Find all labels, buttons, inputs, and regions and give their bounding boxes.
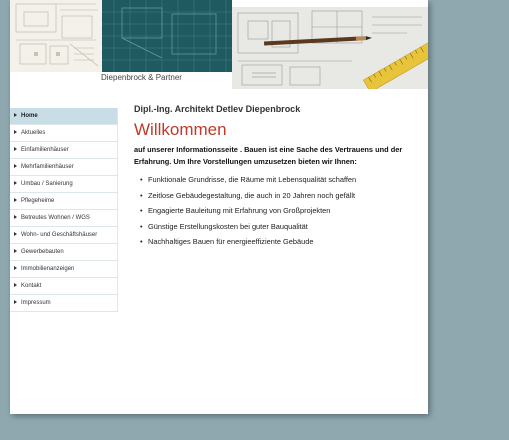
nav-item-umbau-sanierung[interactable]: [10, 176, 118, 193]
nav-item-label: Einfamilienhäuser: [21, 147, 69, 153]
arrow-right-icon: [14, 130, 17, 134]
main-content: [134, 104, 424, 250]
blueprint-image-left: [10, 0, 102, 72]
header-banner: [10, 0, 428, 92]
nav-item-einfamilienhaeuser[interactable]: [10, 142, 118, 159]
nav-item-label: Gewerbebauten: [21, 249, 64, 255]
nav-item-label: Pflegeheime: [21, 198, 55, 204]
list-item: • Günstige Erstellungskosten bei guter Bauqualität: [148, 219, 424, 235]
page-subtitle: Dipl.-Ing. Architekt Detlev Diepenbrock: [134, 104, 301, 114]
nav-item-impressum[interactable]: [10, 295, 118, 312]
nav-item-label: Home: [21, 113, 38, 119]
arrow-right-icon: [14, 164, 17, 168]
nav-item-betreutes-wohnen[interactable]: [10, 210, 118, 227]
nav-item-label: Kontakt: [21, 283, 42, 289]
nav-item-label: Betreutes Wohnen / WGS: [21, 215, 90, 221]
list-item: • Zeitlose Gebäudegestaltung, die auch in 20 Jahren noch gefällt: [148, 188, 424, 204]
nav-item-home[interactable]: [10, 108, 118, 125]
nav-item-label: Immobilienanzeigen: [21, 266, 75, 272]
arrow-right-icon: [14, 113, 17, 117]
page-container: [10, 0, 428, 414]
sidebar-nav: [10, 108, 118, 312]
nav-item-mehrfamilienhaeuser[interactable]: [10, 159, 118, 176]
nav-item-gewerbebauten[interactable]: [10, 244, 118, 261]
list-item: • Funktionale Grundrisse, die Räume mit Lebensqualität schaffen: [148, 172, 424, 188]
nav-item-label: Mehrfamilienhäuser: [21, 164, 74, 170]
blueprint-image-teal: [102, 0, 232, 72]
nav-item-pflegeheime[interactable]: [10, 193, 118, 210]
arrow-right-icon: [14, 198, 17, 202]
arrow-right-icon: [14, 283, 17, 287]
feature-list: [134, 172, 424, 250]
nav-item-immobilienanzeigen[interactable]: [10, 261, 118, 278]
arrow-right-icon: [14, 266, 17, 270]
intro-text: auf unserer Informationsseite . Bauen ist eine Sache des Vertrauens und der Erfahrung. Um Ihre Vorstellungen umzusetzen bieten wir Ihnen:: [134, 145, 403, 166]
nav-item-kontakt[interactable]: [10, 278, 118, 295]
arrow-right-icon: [14, 147, 17, 151]
arrow-right-icon: [14, 181, 17, 185]
nav-item-label: Impressum: [21, 300, 51, 306]
list-item: • Engagierte Bauleitung mit Erfahrung von Großprojekten: [148, 203, 424, 219]
list-item: • Nachhaltiges Bauen für energieeffiziente Gebäude: [148, 234, 424, 250]
arrow-right-icon: [14, 300, 17, 304]
architect-tools-photo: [232, 7, 428, 89]
nav-item-label: Umbau / Sanierung: [21, 181, 73, 187]
nav-item-label: Aktuelles: [21, 130, 46, 136]
arrow-right-icon: [14, 232, 17, 236]
nav-item-wohn-geschaeftshaeuser[interactable]: [10, 227, 118, 244]
arrow-right-icon: [14, 215, 17, 219]
arrow-right-icon: [14, 249, 17, 253]
page-title: Willkommen: [134, 120, 227, 139]
nav-item-aktuelles[interactable]: [10, 125, 118, 142]
brand-name: Diepenbrock & Partner: [101, 73, 182, 82]
nav-item-label: Wohn- und Geschäftshäuser: [21, 232, 98, 238]
